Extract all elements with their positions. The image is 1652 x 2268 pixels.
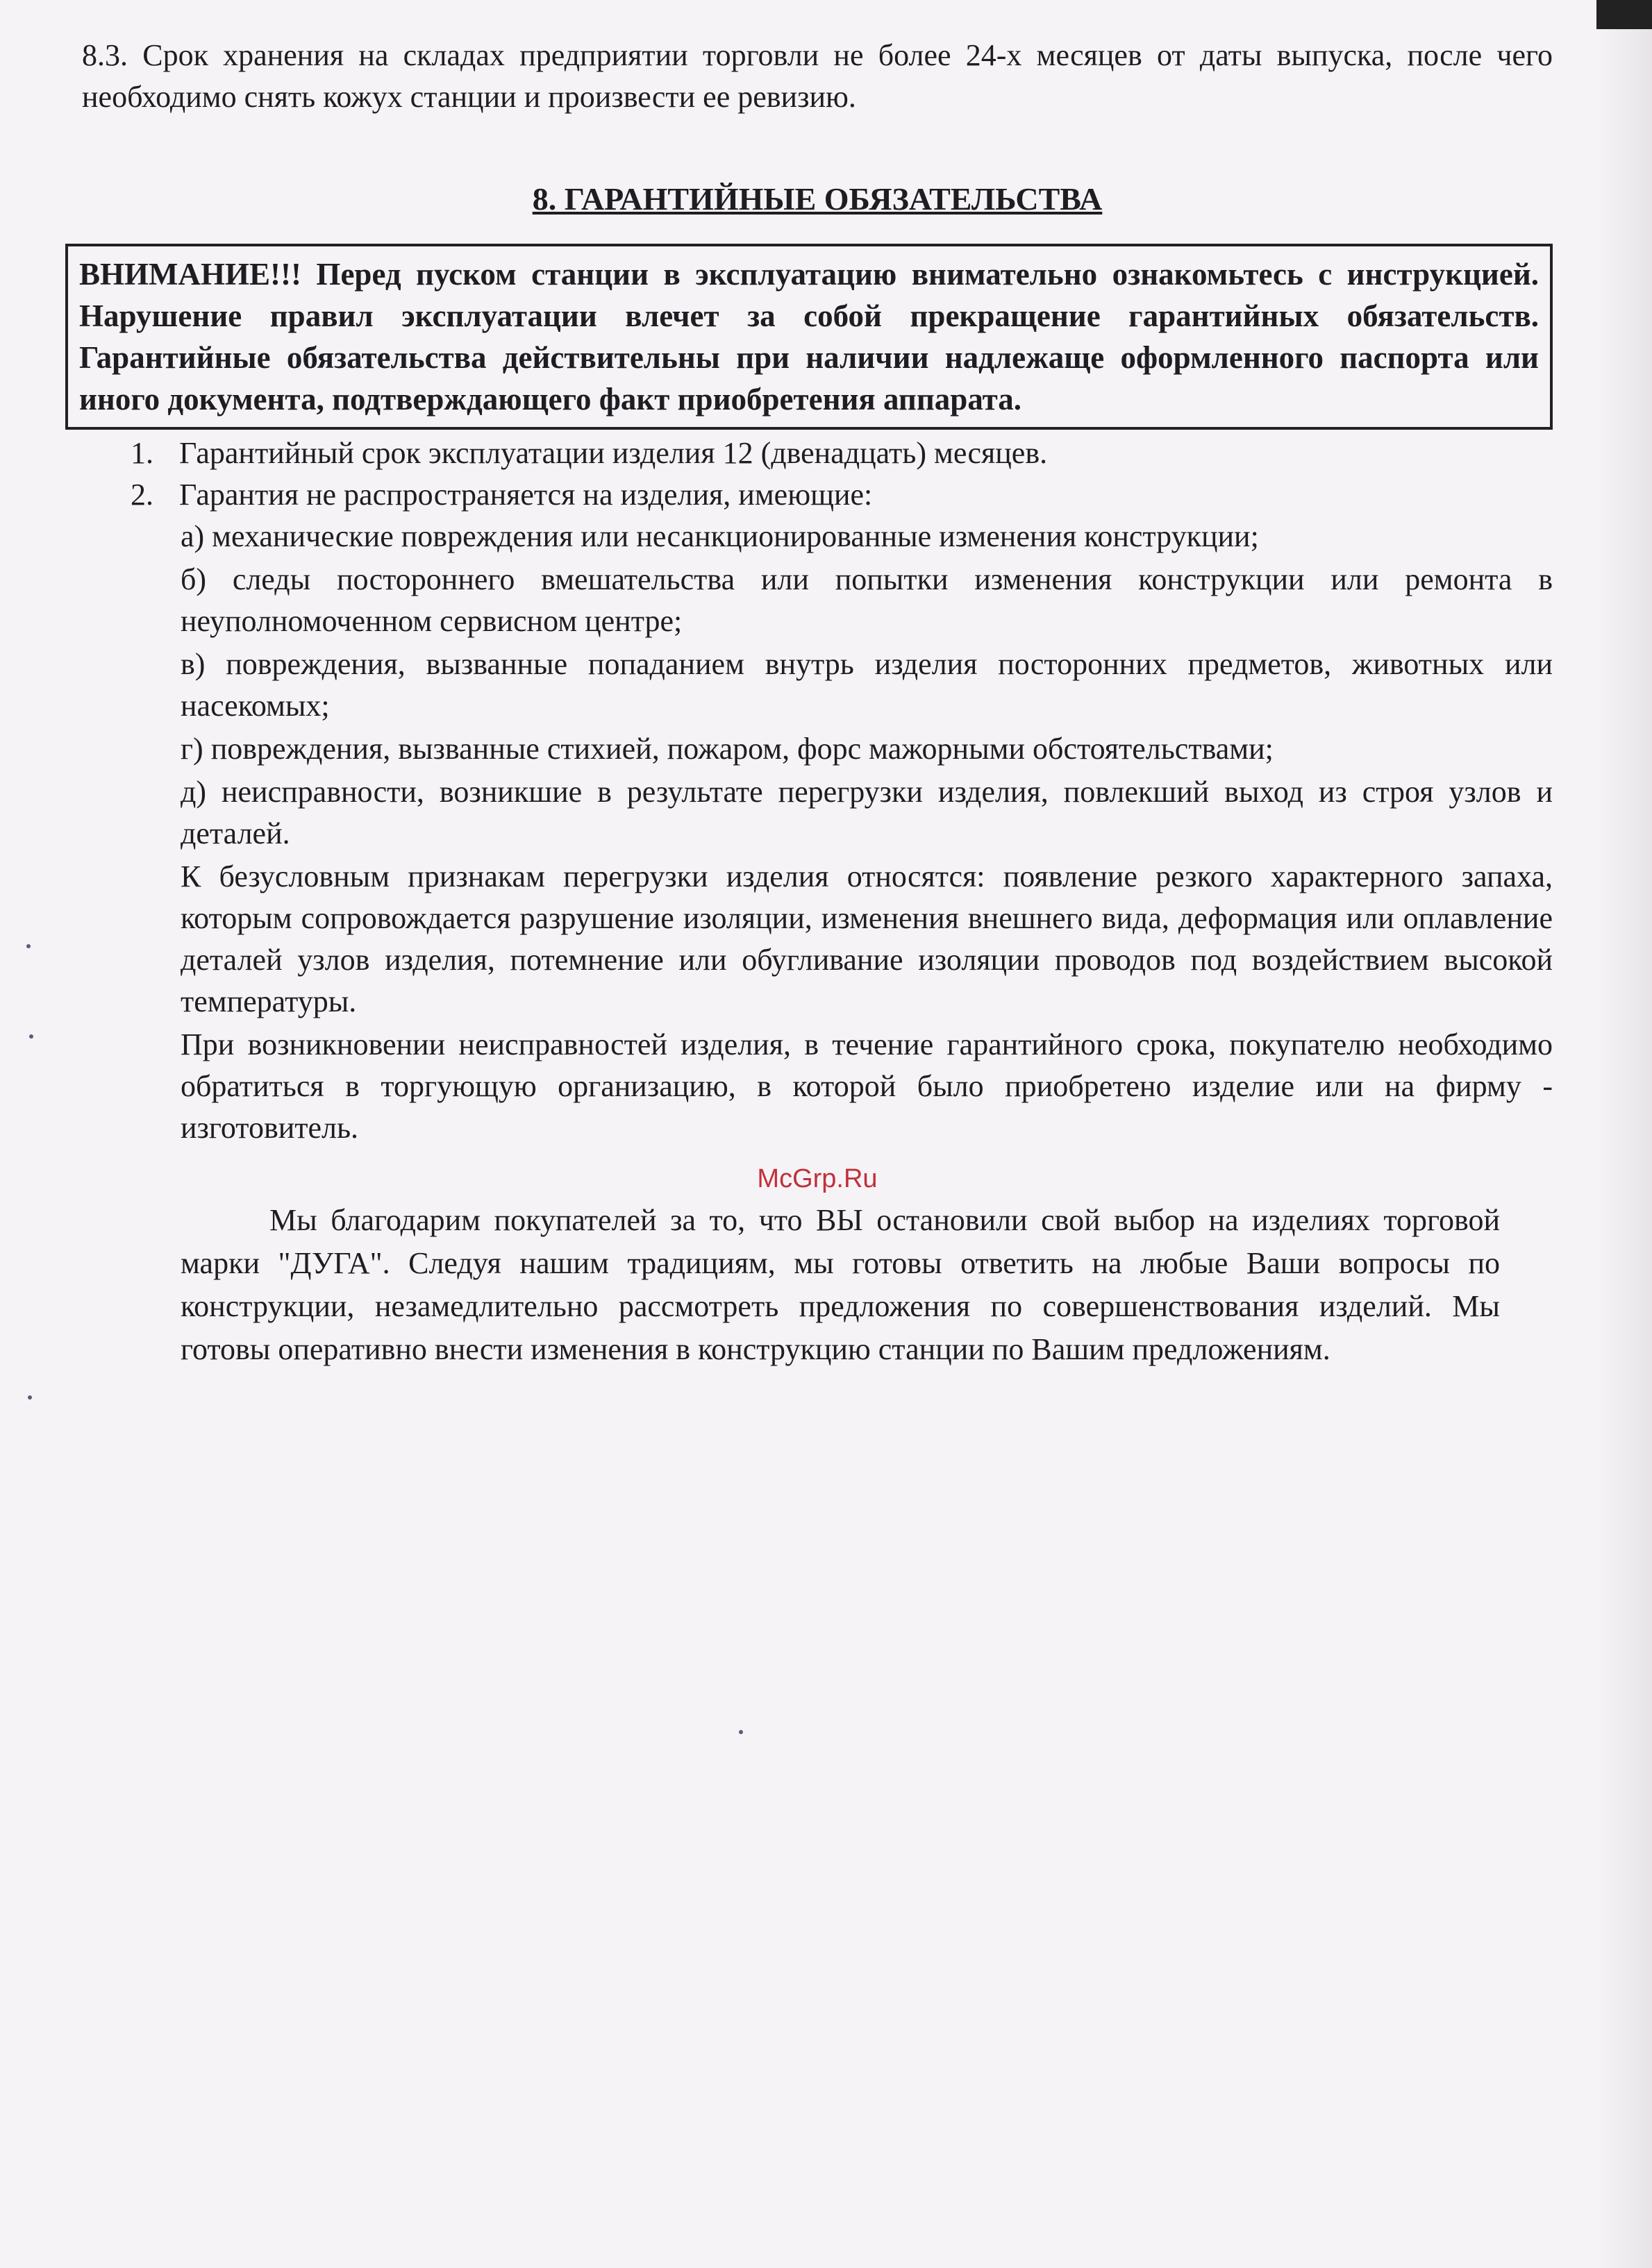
list-number: 2. <box>131 478 153 512</box>
scan-speck <box>29 1034 33 1039</box>
scan-speck <box>26 944 31 948</box>
scan-corner <box>1596 0 1652 29</box>
document-page <box>79 35 1553 1371</box>
exclusion-c: в) повреждения, вызванные попаданием внутрь изделия посторонних предметов, животных или насекомых; <box>181 647 1553 723</box>
list-text: Гарантийный срок эксплуатации изделия 12 (двенадцать) месяцев. <box>179 436 1048 470</box>
exclusion-e: д) неисправности, возникшие в результате перегрузки изделия, повлекший выход из строя узлов и деталей. <box>181 775 1553 850</box>
list-item <box>82 474 1553 516</box>
list-number: 1. <box>131 436 153 470</box>
scan-speck <box>28 1395 32 1400</box>
warning-box: ВНИМАНИЕ!!! Перед пуском станции в эксплуатацию внимательно ознакомьтесь с инструкцией. Нарушение правил эксплуатации влечет за собой прекращение гарантийных обязательств. Гарантийные обязательства действительны при наличии надлежаще оформленного паспорта или иного документа, подтверждающего факт приобретения аппарата. <box>65 244 1553 430</box>
exclusion-d: г) повреждения, вызванные стихией, пожаром, форс мажорными обстоятельствами; <box>181 732 1274 766</box>
watermark-link[interactable]: McGrp.Ru <box>757 1164 878 1193</box>
storage-paragraph: 8.3. Срок хранения на складах предприятии торговли не более 24-х месяцев от даты выпуска, после чего необходимо снять кожух станции и произвести ее ревизию. <box>82 38 1553 114</box>
warranty-list <box>82 432 1553 516</box>
thanks-paragraph: Мы благодарим покупателей за то, что ВЫ остановили свой выбор на изделиях торговой марки "ДУГА". Следуя нашим традициям, мы готовы ответить на любые Ваши вопросы по конструкции, незамедлительно рассмотреть предложения по совершенствования изделий. Мы готовы оперативно внести изменения в конструкцию станции по Вашим предложениям. <box>181 1203 1500 1366</box>
section-heading: 8. ГАРАНТИЙНЫЕ ОБЯЗАТЕЛЬСТВА <box>532 181 1103 217</box>
list-text: Гарантия не распространяется на изделия, имеющие: <box>179 478 873 512</box>
scan-speck <box>739 1730 743 1734</box>
overload-paragraph: К безусловным признакам перегрузки изделия относятся: появление резкого характерного запаха, которым сопровождается разрушение изоляции, изменения внешнего вида, деформация или оплавление деталей узлов изделия, потемнение или обугливание изоляции проводов под воздействием высокой температуры. <box>181 859 1553 1018</box>
exclusion-a: а) механические повреждения или несанкционированные изменения конструкции; <box>181 519 1259 553</box>
scan-edge <box>1596 0 1652 2268</box>
fault-paragraph: При возникновении неисправностей изделия, в течение гарантийного срока, покупателю необходимо обратиться в торгующую организацию, в которой было приобретено изделие или на фирму - изготовитель. <box>181 1027 1553 1145</box>
list-item <box>82 432 1553 474</box>
exclusion-b: б) следы постороннего вмешательства или попытки изменения конструкции или ремонта в неуполномоченном сервисном центре; <box>181 562 1553 638</box>
